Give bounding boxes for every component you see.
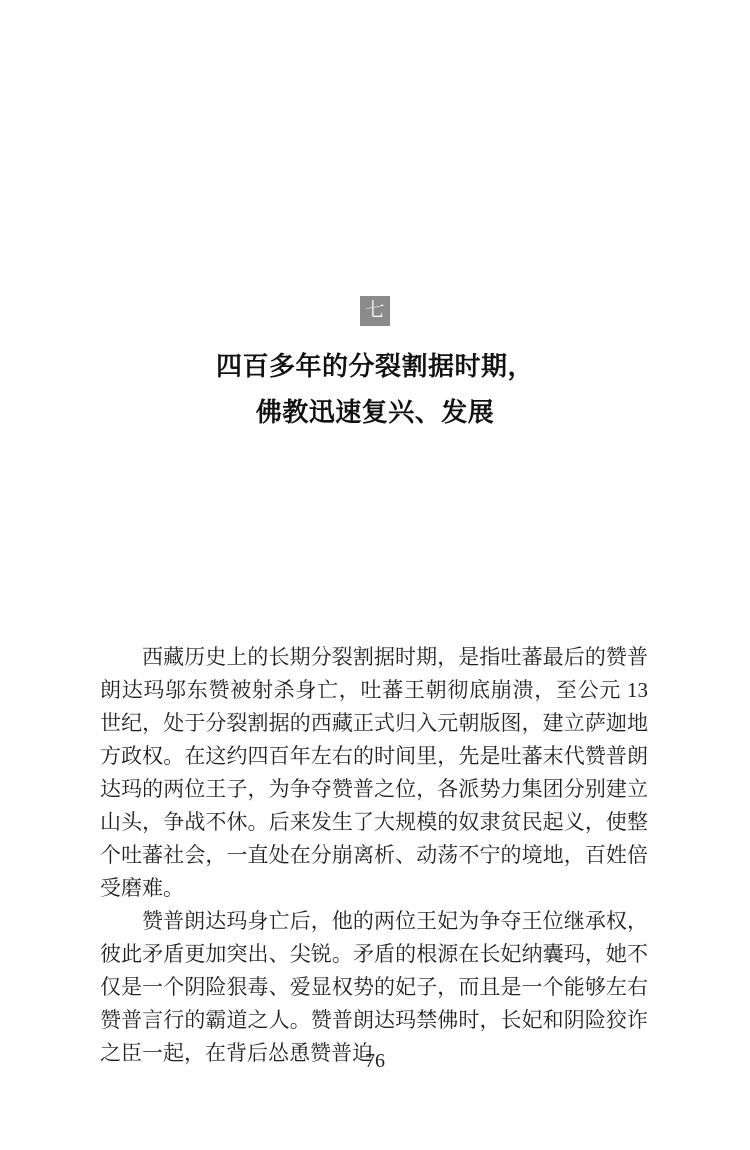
body-text xyxy=(100,641,648,1070)
chapter-title xyxy=(0,344,750,436)
chapter-number-badge: 七 xyxy=(360,296,390,326)
body-paragraph: 西藏历史上的长期分裂割据时期，是指吐蕃最后的赞普朗达玛邬东赞被射杀身亡，吐蕃王朝彻底崩溃，至公元 13 世纪，处于分裂割据的西藏正式归入元朝版图，建立萨迦地方政权。在这约四百年左右的时间里，先是吐蕃末代赞普朗达玛的两位王子，为争夺赞普之位，各派势力集团分别建立山头，争战不休。后来发生了大规模的奴隶贫民起义，使整个吐蕃社会，一直处在分崩离析、动荡不宁的境地，百姓倍受磨难。 xyxy=(100,645,648,900)
body-paragraph: 赞普朗达玛身亡后，他的两位王妃为争夺王位继承权，彼此矛盾更加突出、尖锐。矛盾的根源在长妃纳囊玛，她不仅是一个阴险狠毒、爱显权势的妃子，而且是一个能够左右赞普言行的霸道之人。赞普朗达玛禁佛时，长妃和阴险狡诈之臣一起，在背后怂恿赞普迫 xyxy=(100,909,648,1065)
page-number: 76 xyxy=(365,1050,385,1072)
chapter-title-line-2: 佛教迅速复兴、发展 xyxy=(255,398,495,427)
chapter-title-line-1: 四百多年的分裂割据时期， xyxy=(215,352,534,381)
